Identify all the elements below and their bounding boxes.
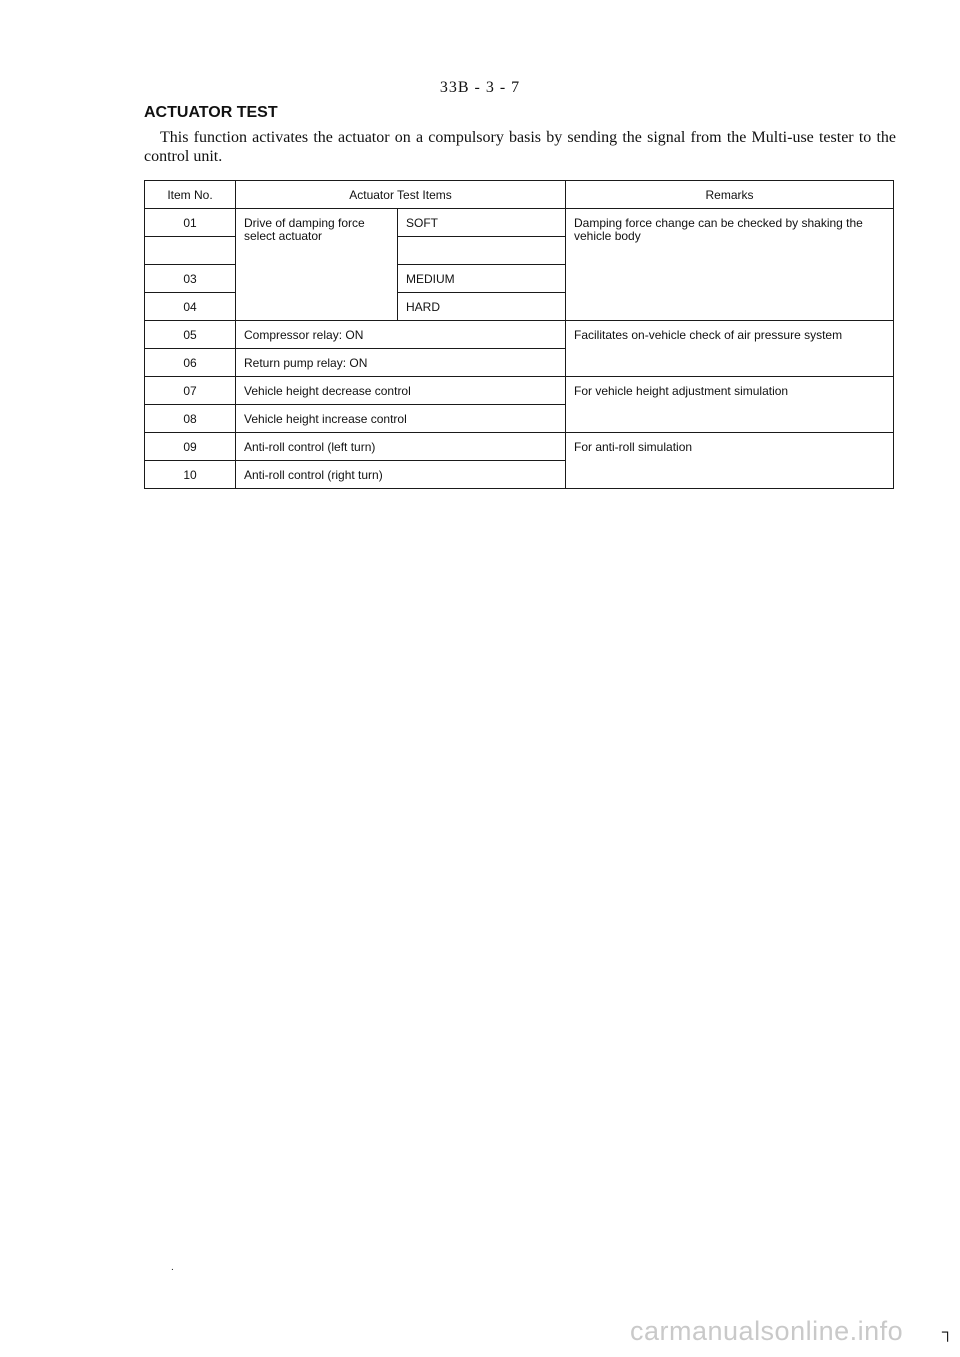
remark-damping: Damping force change can be checked by shaking the vehicle body [566, 209, 894, 321]
table-row [145, 377, 894, 405]
test-item: Anti-roll control (right turn) [236, 461, 566, 489]
damping-mode-empty [398, 237, 566, 265]
item-no: 08 [145, 405, 236, 433]
item-no: 05 [145, 321, 236, 349]
actuator-test-table [144, 180, 894, 489]
item-no: 04 [145, 293, 236, 321]
damping-mode: HARD [398, 293, 566, 321]
table-header-row [145, 181, 894, 209]
header-test-items: Actuator Test Items [236, 181, 566, 209]
item-no: 09 [145, 433, 236, 461]
remark-anti-roll: For anti-roll simulation [566, 433, 894, 489]
intro-paragraph: This function activates the actuator on a compulsory basis by sending the signal from the Multi-use tester to the control unit. [144, 129, 896, 165]
item-no: 07 [145, 377, 236, 405]
item-no: 03 [145, 265, 236, 293]
damping-mode: MEDIUM [398, 265, 566, 293]
table-row [145, 433, 894, 461]
remark-vehicle-height: For vehicle height adjustment simulation [566, 377, 894, 433]
item-no-empty [145, 237, 236, 265]
section-heading: ACTUATOR TEST [144, 104, 278, 121]
table-row [145, 321, 894, 349]
test-item: Return pump relay: ON [236, 349, 566, 377]
test-item: Vehicle height increase control [236, 405, 566, 433]
page-number: 33B - 3 - 7 [439, 79, 521, 96]
item-no: 06 [145, 349, 236, 377]
footer-dot: . [171, 1262, 174, 1273]
damping-mode: SOFT [398, 209, 566, 237]
item-no: 01 [145, 209, 236, 237]
test-item: Anti-roll control (left turn) [236, 433, 566, 461]
header-item-no: Item No. [145, 181, 236, 209]
test-item: Vehicle height decrease control [236, 377, 566, 405]
item-no: 10 [145, 461, 236, 489]
corner-mark-icon: ┐ [942, 1324, 954, 1341]
remark-air-pressure: Facilitates on-vehicle check of air pressure system [566, 321, 894, 377]
header-remarks: Remarks [566, 181, 894, 209]
test-item: Compressor relay: ON [236, 321, 566, 349]
watermark: carmanualsonline.info [630, 1316, 904, 1346]
table-row [145, 209, 894, 237]
damping-actuator-item: Drive of damping force select actuator [236, 209, 398, 321]
